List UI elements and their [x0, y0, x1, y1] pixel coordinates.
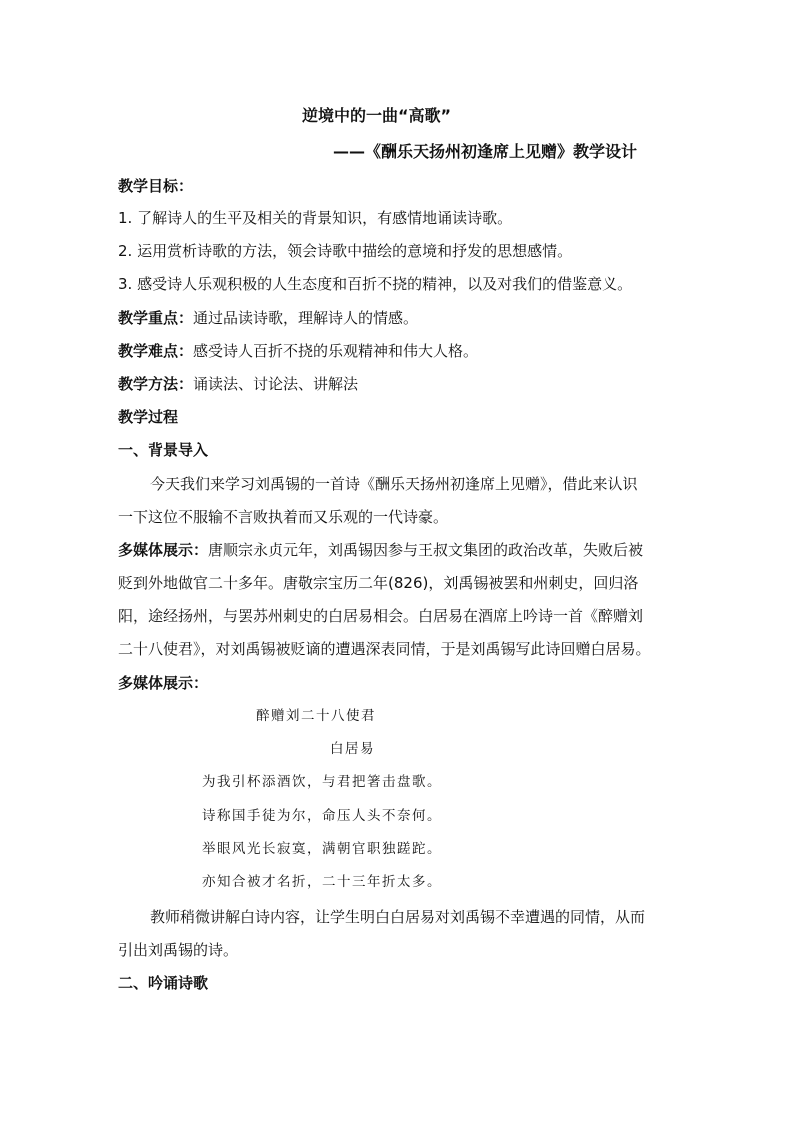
section2-heading: 二、吟诵诗歌: [118, 974, 209, 992]
media1-line: 贬到外地做官二十多年。唐敬宗宝历二年(826)，刘禹锡被罢和州刺史，回归洛: [118, 574, 639, 592]
media1-paragraph: [118, 540, 643, 560]
document-subtitle: ——《酬乐天扬州初逢席上见赠》教学设计: [333, 142, 638, 161]
poem-line: 诗称国手徒为尔，命压人头不奈何。: [202, 808, 442, 824]
section1-heading: 一、背景导入: [118, 441, 209, 459]
process-heading: 教学过程: [118, 408, 179, 426]
poem-line: 亦知合被才名折，二十三年折太多。: [202, 874, 442, 890]
poem-author: 白居易: [330, 741, 375, 757]
objective-item: 3. 感受诗人乐观积极的人生态度和百折不挠的精神，以及对我们的借鉴意义。: [118, 275, 633, 293]
media1-line: 唐顺宗永贞元年，刘禹锡因参与王叔文集团的政治改革，失败后被: [208, 541, 644, 559]
objective-item: 2. 运用赏析诗歌的方法，领会诗歌中描绘的意境和抒发的思想感情。: [118, 242, 573, 260]
media2-label: 多媒体展示：: [118, 674, 209, 692]
key-point-label: 教学重点：: [118, 309, 194, 327]
objective-item: 1. 了解诗人的生平及相关的背景知识，有感情地诵读诗歌。: [118, 209, 513, 227]
difficulty-label: 教学难点：: [118, 342, 194, 360]
intro-line: 一下这位不服输不言败执着而又乐观的一代诗豪。: [118, 508, 449, 526]
poem-line: 举眼风光长寂寞，满朝官职独蹉跎。: [202, 841, 442, 857]
key-point: [118, 308, 418, 328]
media1-line: 二十八使君》，对刘禹锡被贬谪的遭遇深表同情，于是刘禹锡写此诗回赠白居易。: [118, 640, 651, 658]
intro-line: 今天我们来学习刘禹锡的一首诗《酬乐天扬州初逢席上见赠》，借此来认识: [150, 475, 638, 493]
difficulty-text: 感受诗人百折不挠的乐观精神和伟大人格。: [193, 342, 479, 360]
poem-title: 醉赠刘二十八使君: [256, 708, 376, 724]
media1-label: 多媒体展示：: [118, 541, 209, 559]
method-label: 教学方法：: [118, 375, 194, 393]
key-point-text: 通过品读诗歌，理解诗人的情感。: [193, 309, 419, 327]
poem-line: 为我引杯添酒饮，与君把箸击盘歌。: [202, 774, 442, 790]
outro-line: 教师稍微讲解白诗内容，让学生明白白居易对刘禹锡不幸遭遇的同情，从而: [150, 908, 646, 926]
objectives-heading: 教学目标：: [118, 177, 194, 195]
document-title: 逆境中的一曲“高歌”: [302, 106, 452, 125]
method-text: 诵读法、讨论法、讲解法: [193, 375, 359, 393]
media1-line: 阳，途经扬州，与罢苏州刺史的白居易相会。白居易在酒席上吟诗一首《醉赠刘: [118, 607, 644, 625]
outro-line: 引出刘禹锡的诗。: [118, 941, 239, 959]
method: [118, 374, 358, 394]
difficulty: [118, 341, 478, 361]
